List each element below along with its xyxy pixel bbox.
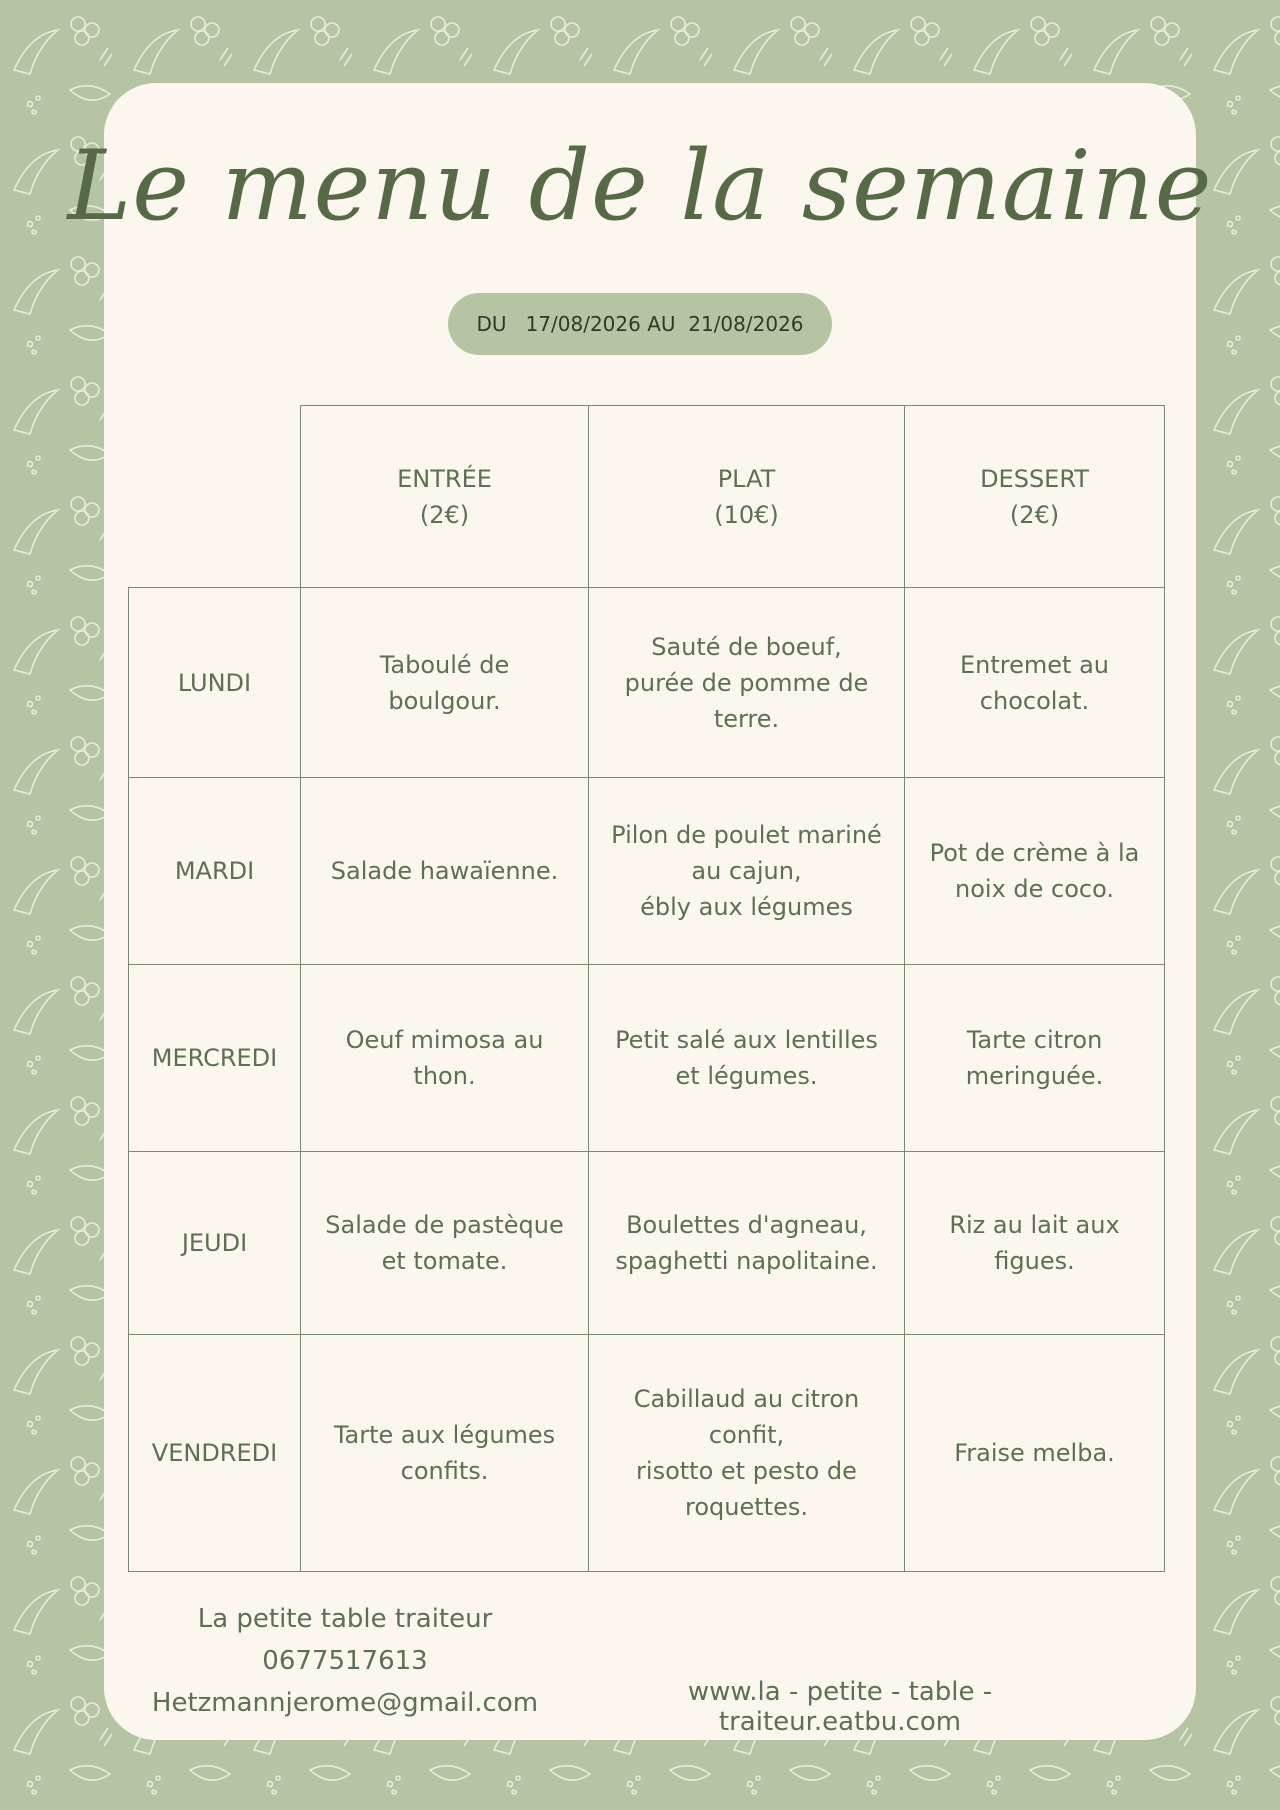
header-empty-cell	[129, 406, 301, 588]
table-row-jeudi	[129, 1152, 1165, 1335]
dessert-cell: Pot de crème à la noix de coco.	[905, 778, 1165, 965]
header-plat-name: PLAT	[717, 464, 776, 493]
menu-table	[128, 405, 1165, 1572]
day-label: VENDREDI	[129, 1335, 301, 1572]
header-entree	[301, 406, 589, 588]
dessert-cell: Entremet au chocolat.	[905, 588, 1165, 778]
header-dessert-price: (2€)	[1009, 500, 1060, 529]
entree-cell: Salade hawaïenne.	[301, 778, 589, 965]
plat-cell: Petit salé aux lentilles et légumes.	[589, 965, 905, 1152]
phone-number: 0677517613	[262, 1646, 428, 1676]
header-entree-price: (2€)	[419, 500, 470, 529]
plat-cell: Cabillaud au citron confit, risotto et pesto de roquettes.	[589, 1335, 905, 1572]
plat-cell: Boulettes d'agneau, spaghetti napolitaine.	[589, 1152, 905, 1335]
entree-cell: Taboulé de boulgour.	[301, 588, 589, 778]
entree-cell: Salade de pastèque et tomate.	[301, 1152, 589, 1335]
business-name: La petite table traiteur	[197, 1604, 493, 1634]
dessert-cell: Fraise melba.	[905, 1335, 1165, 1572]
plat-cell: Sauté de boeuf, purée de pomme de terre.	[589, 588, 905, 778]
page-title: Le menu de la semaine	[67, 130, 1213, 242]
table-row-vendredi	[129, 1335, 1165, 1572]
day-label: JEUDI	[129, 1152, 301, 1335]
day-label: LUNDI	[129, 588, 301, 778]
header-entree-name: ENTRÉE	[397, 464, 492, 493]
header-plat	[589, 406, 905, 588]
day-label: MARDI	[129, 778, 301, 965]
table-row-mardi	[129, 778, 1165, 965]
table-row-lundi	[129, 588, 1165, 778]
entree-cell: Tarte aux légumes confits.	[301, 1335, 589, 1572]
footer-contact	[140, 1598, 550, 1724]
entree-cell: Oeuf mimosa au thon.	[301, 965, 589, 1152]
table-row-mercredi	[129, 965, 1165, 1152]
header-plat-price: (10€)	[714, 500, 779, 529]
header-dessert-name: DESSERT	[980, 464, 1089, 493]
day-label: MERCREDI	[129, 965, 301, 1152]
email-address: Hetzmannjerome@gmail.com	[151, 1688, 539, 1718]
dessert-cell: Riz au lait aux figues.	[905, 1152, 1165, 1335]
date-range-badge: DU 17/08/2026 AU 21/08/2026	[448, 293, 832, 355]
website-link[interactable]: www.la - petite - table - traiteur.eatbu.com	[687, 1677, 993, 1737]
table-header-row	[129, 406, 1165, 588]
header-dessert	[905, 406, 1165, 588]
plat-cell: Pilon de poulet mariné au cajun, ébly aux légumes	[589, 778, 905, 965]
dessert-cell: Tarte citron meringuée.	[905, 965, 1165, 1152]
